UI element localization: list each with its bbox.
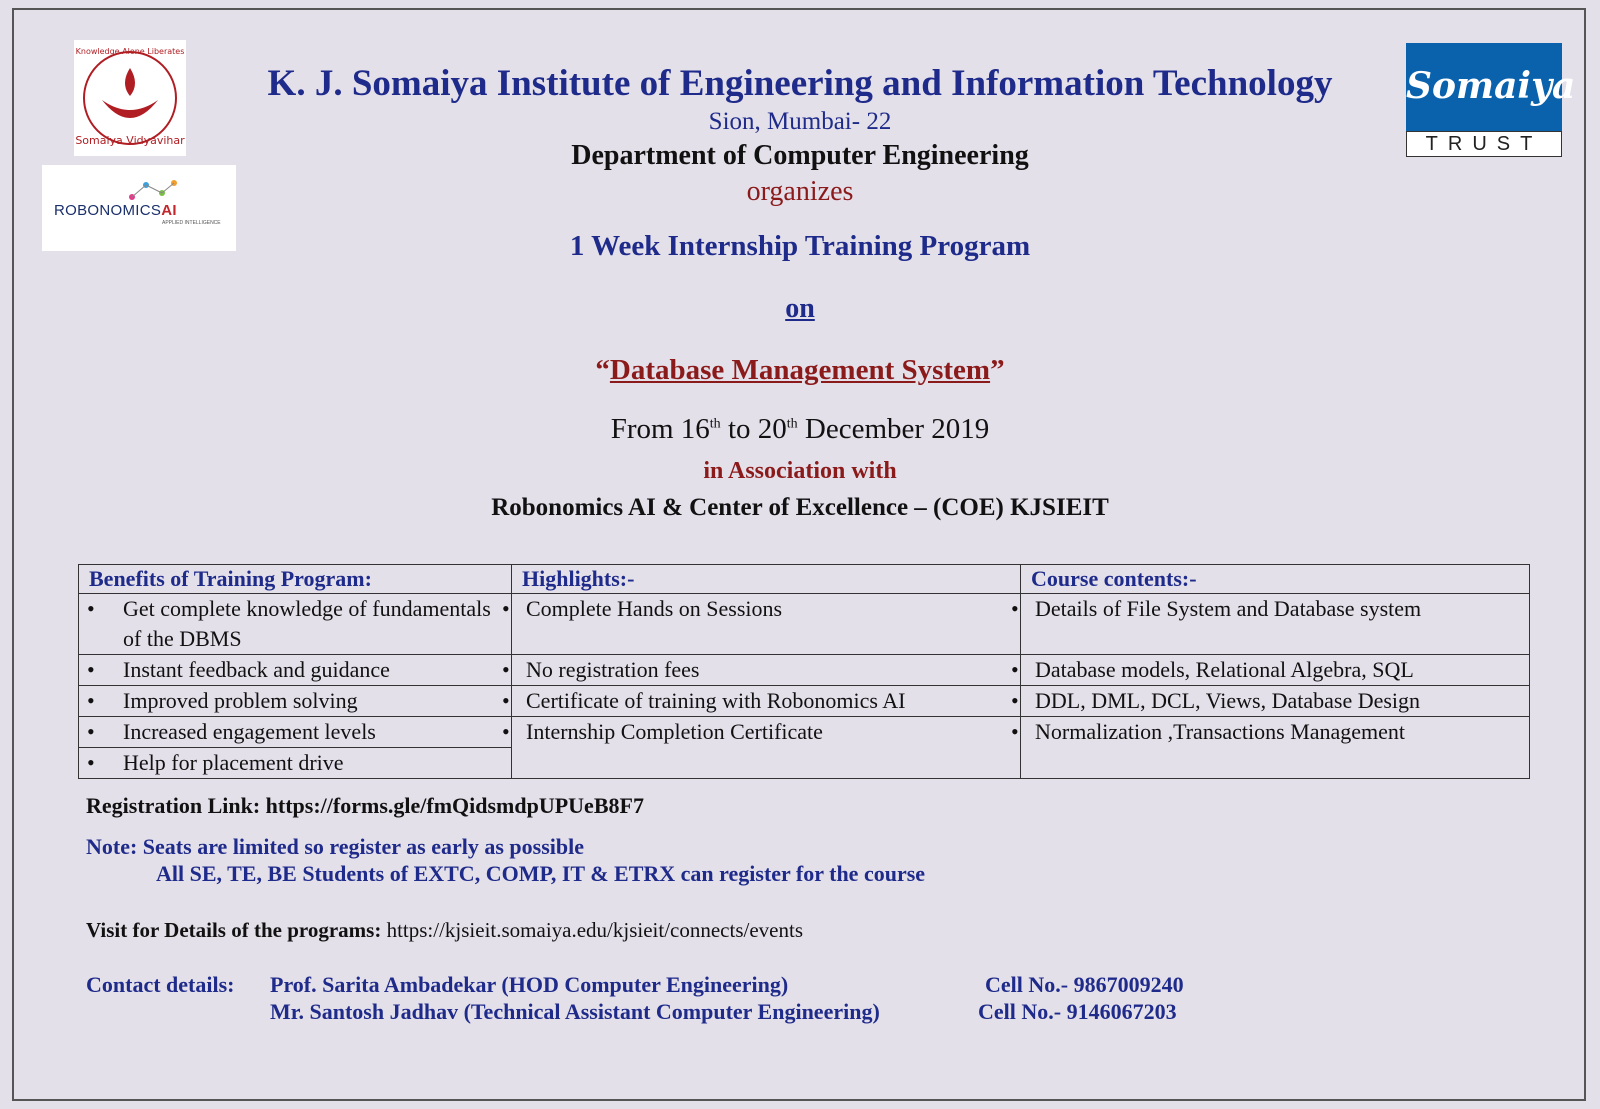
partner-text: Robonomics AI & Center of Excellence – (COE) KJSIEIT bbox=[491, 494, 1109, 521]
list-item: • Database models, Relational Algebra, SQL bbox=[1031, 655, 1519, 685]
table-cell bbox=[1021, 655, 1530, 686]
topic-title bbox=[0, 354, 1600, 387]
date-prefix: From 16 bbox=[610, 413, 710, 445]
program-details-table bbox=[78, 564, 1530, 779]
table-cell bbox=[512, 594, 1021, 655]
table-cell bbox=[512, 686, 1021, 717]
svg-text:Somaiya Vidyavihar: Somaiya Vidyavihar bbox=[75, 134, 185, 147]
list-item: • Certificate of training with Robonomics AI bbox=[522, 686, 1010, 716]
header-benefits: Benefits of Training Program: bbox=[79, 565, 512, 594]
visit-url-link[interactable]: https://kjsieit.somaiya.edu/kjsieit/connects/events bbox=[381, 918, 803, 942]
on-text: on bbox=[785, 293, 815, 324]
note-line-2: All SE, TE, BE Students of EXTC, COMP, IT & ETRX can register for the course bbox=[156, 861, 926, 886]
list-item: • Get complete knowledge of fundamentals of the DBMS bbox=[79, 594, 501, 654]
header-highlights: Highlights:- bbox=[512, 565, 1021, 594]
date-sup2: th bbox=[786, 416, 798, 432]
list-item: • No registration fees bbox=[522, 655, 1010, 685]
table-cell bbox=[79, 655, 512, 686]
robonomics-text: ROBONOMICS bbox=[54, 202, 162, 219]
list-item: • Increased engagement levels bbox=[79, 717, 501, 747]
visit-label: Visit for Details of the programs: bbox=[86, 918, 382, 942]
table-cell bbox=[79, 594, 512, 655]
contact-label: Contact details: bbox=[86, 972, 235, 997]
table-row bbox=[79, 717, 1530, 748]
table-row bbox=[79, 686, 1530, 717]
table-cell bbox=[512, 717, 1021, 779]
quote-open: “ bbox=[595, 354, 610, 386]
somaiya-script: Somaiya bbox=[1406, 43, 1562, 131]
contact-name-1: Prof. Sarita Ambadekar (HOD Computer Engineering) bbox=[270, 972, 789, 997]
institute-title: K. J. Somaiya Institute of Engineering and Information Technology bbox=[267, 63, 1333, 104]
department-name: Department of Computer Engineering bbox=[571, 140, 1029, 171]
topic-name: Database Management System bbox=[609, 354, 991, 386]
table-cell bbox=[79, 717, 512, 748]
registration-link[interactable]: Registration Link: https://forms.gle/fmQidsmdpUPUeB8F7 bbox=[86, 793, 644, 818]
contact-name-2: Mr. Santosh Jadhav (Technical Assistant Computer Engineering) bbox=[270, 999, 880, 1024]
table-header-row bbox=[79, 565, 1530, 594]
table-row bbox=[79, 655, 1530, 686]
header-contents: Course contents:- bbox=[1021, 565, 1530, 594]
svg-text:Knowledge Alone Liberates: Knowledge Alone Liberates bbox=[75, 47, 185, 56]
robonomics-tagline: APPLIED INTELLIGENCE bbox=[162, 220, 221, 226]
visit-details bbox=[86, 918, 803, 943]
contact-cell-1: Cell No.- 9867009240 bbox=[985, 972, 1184, 997]
date-mid: to 20 bbox=[720, 413, 787, 445]
robonomics-ai-text: AI bbox=[161, 202, 177, 219]
list-item: • Internship Completion Certificate bbox=[522, 717, 1010, 747]
table-cell bbox=[79, 748, 512, 779]
date-sup1: th bbox=[709, 416, 721, 432]
date-suffix: December 2019 bbox=[797, 413, 990, 445]
trust-label: TRUST bbox=[1406, 131, 1562, 157]
table-cell bbox=[79, 686, 512, 717]
list-item: • DDL, DML, DCL, Views, Database Design bbox=[1031, 686, 1519, 716]
table-cell bbox=[1021, 594, 1530, 655]
table-cell bbox=[1021, 686, 1530, 717]
association-text: in Association with bbox=[703, 458, 897, 484]
list-item: • Help for placement drive bbox=[79, 748, 501, 778]
program-title: 1 Week Internship Training Program bbox=[569, 230, 1031, 262]
list-item: • Improved problem solving bbox=[79, 686, 501, 716]
list-item: • Details of File System and Database system bbox=[1031, 594, 1519, 624]
table-cell bbox=[512, 655, 1021, 686]
program-dates bbox=[0, 413, 1600, 446]
table-cell bbox=[1021, 717, 1530, 779]
list-item: • Normalization ,Transactions Management bbox=[1031, 717, 1519, 747]
list-item: • Instant feedback and guidance bbox=[79, 655, 501, 685]
institute-location: Sion, Mumbai- 22 bbox=[708, 108, 892, 135]
list-item: • Complete Hands on Sessions bbox=[522, 594, 1010, 624]
contact-cell-2: Cell No.- 9146067203 bbox=[978, 999, 1177, 1024]
organizes-text: organizes bbox=[746, 176, 854, 207]
quote-close: ” bbox=[990, 354, 1005, 386]
table-row bbox=[79, 594, 1530, 655]
note-line-1: Note: Seats are limited so register as early as possible bbox=[86, 834, 584, 859]
